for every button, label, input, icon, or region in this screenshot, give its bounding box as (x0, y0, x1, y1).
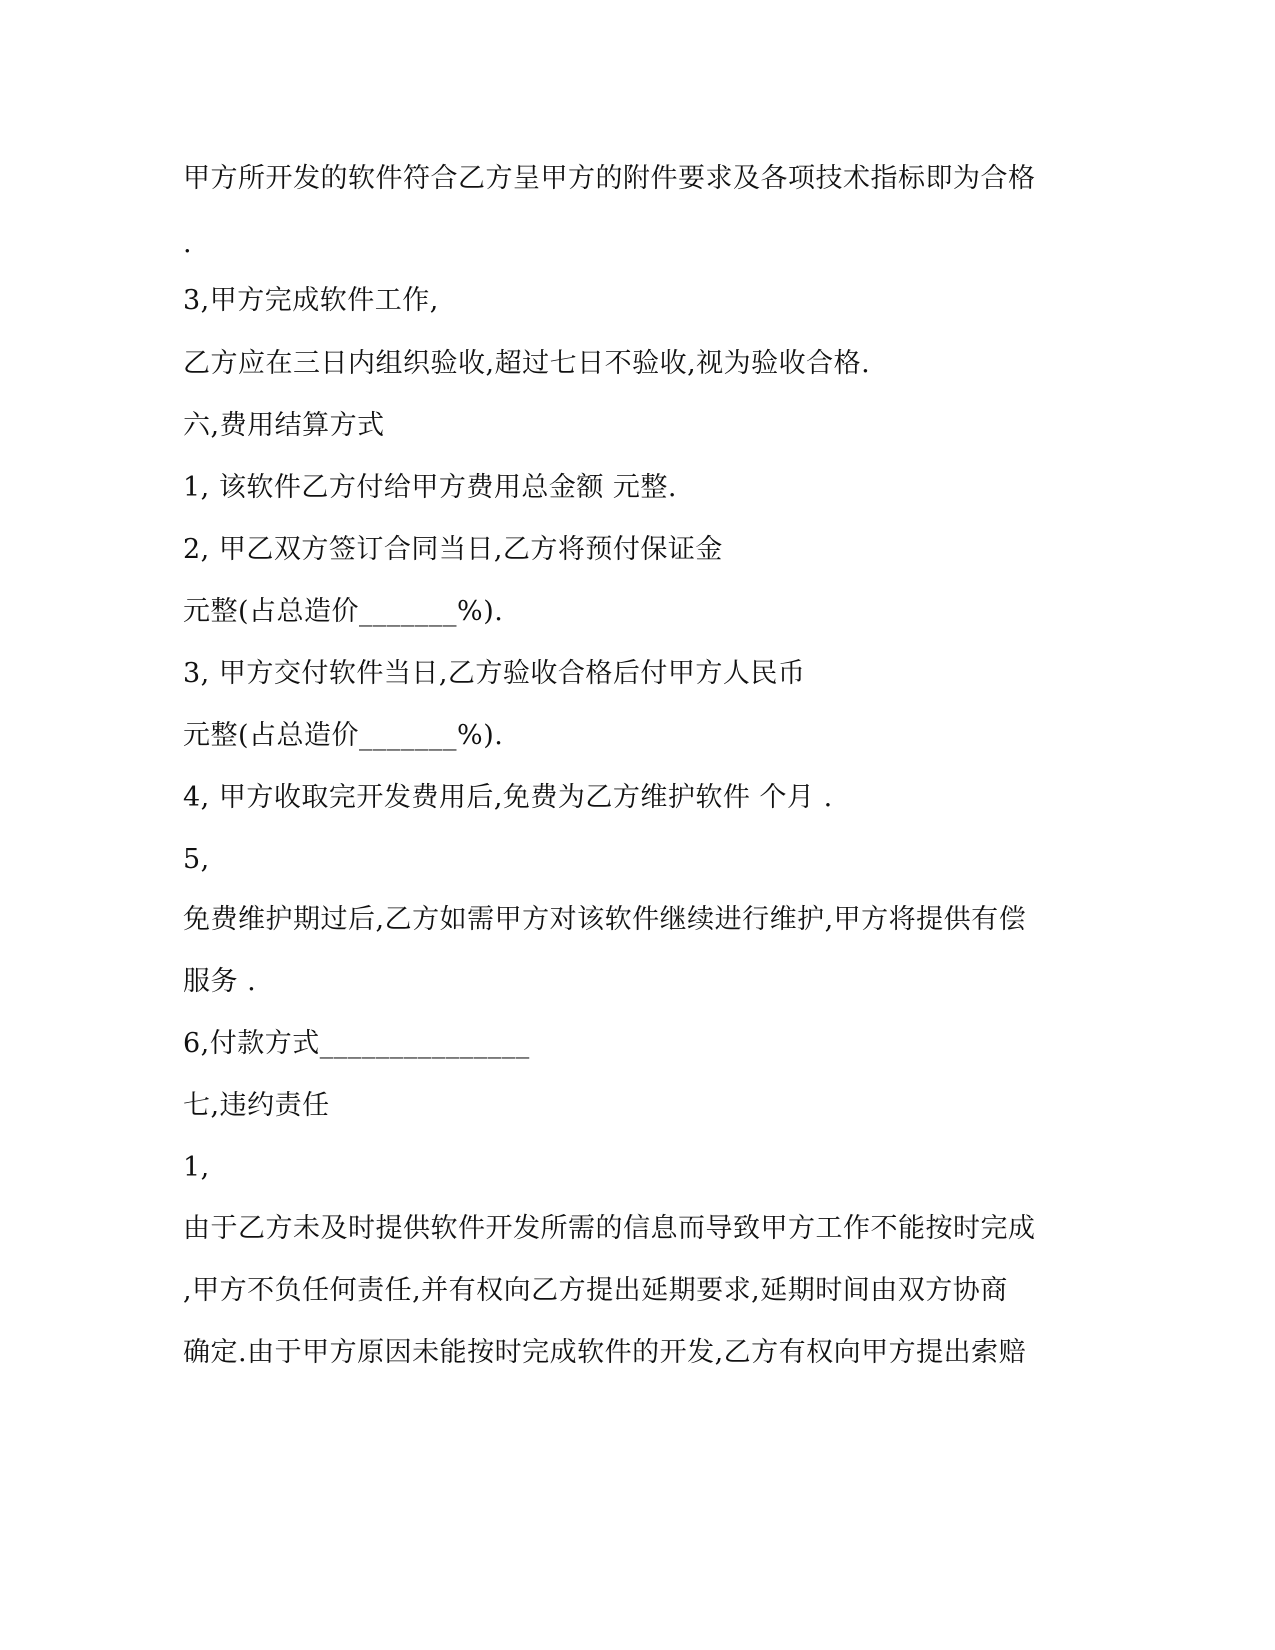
paragraph-line: 服务 . (183, 966, 257, 997)
paragraph-line: 元整(占总造价_______%). (183, 720, 504, 751)
paragraph-line: 3,甲方完成软件工作, (183, 285, 439, 316)
paragraph-line: 乙方应在三日内组织验收,超过七日不验收,视为验收合格. (183, 348, 871, 379)
paragraph-line: 1, (183, 1152, 210, 1183)
paragraph-line: 6,付款方式_______________ (183, 1028, 530, 1059)
paragraph-line: 免费维护期过后,乙方如需甲方对该软件继续进行维护,甲方将提供有偿 (183, 904, 1027, 935)
paragraph-line: 确定.由于甲方原因未能按时完成软件的开发,乙方有权向甲方提出索赔 (183, 1337, 1027, 1368)
paragraph-line: ,甲方不负任何责任,并有权向乙方提出延期要求,延期时间由双方协商 (183, 1275, 1008, 1306)
paragraph-line: 3, 甲方交付软件当日,乙方验收合格后付甲方人民币 (183, 658, 806, 689)
paragraph-line: 4, 甲方收取完开发费用后,免费为乙方维护软件 个月 . (183, 782, 833, 813)
paragraph-line: 1, 该软件乙方付给甲方费用总金额 元整. (183, 472, 678, 503)
paragraph-line: 甲方所开发的软件符合乙方呈甲方的附件要求及各项技术指标即为合格 (183, 163, 1036, 194)
paragraph-line: . (183, 228, 193, 259)
section-heading: 六,费用结算方式 (183, 410, 385, 441)
paragraph-line: 2, 甲乙双方签订合同当日,乙方将预付保证金 (183, 534, 723, 565)
section-heading: 七,违约责任 (183, 1090, 330, 1121)
paragraph-line: 5, (183, 844, 210, 875)
paragraph-line: 由于乙方未及时提供软件开发所需的信息而导致甲方工作不能按时完成 (183, 1213, 1036, 1244)
paragraph-line: 元整(占总造价_______%). (183, 596, 504, 627)
